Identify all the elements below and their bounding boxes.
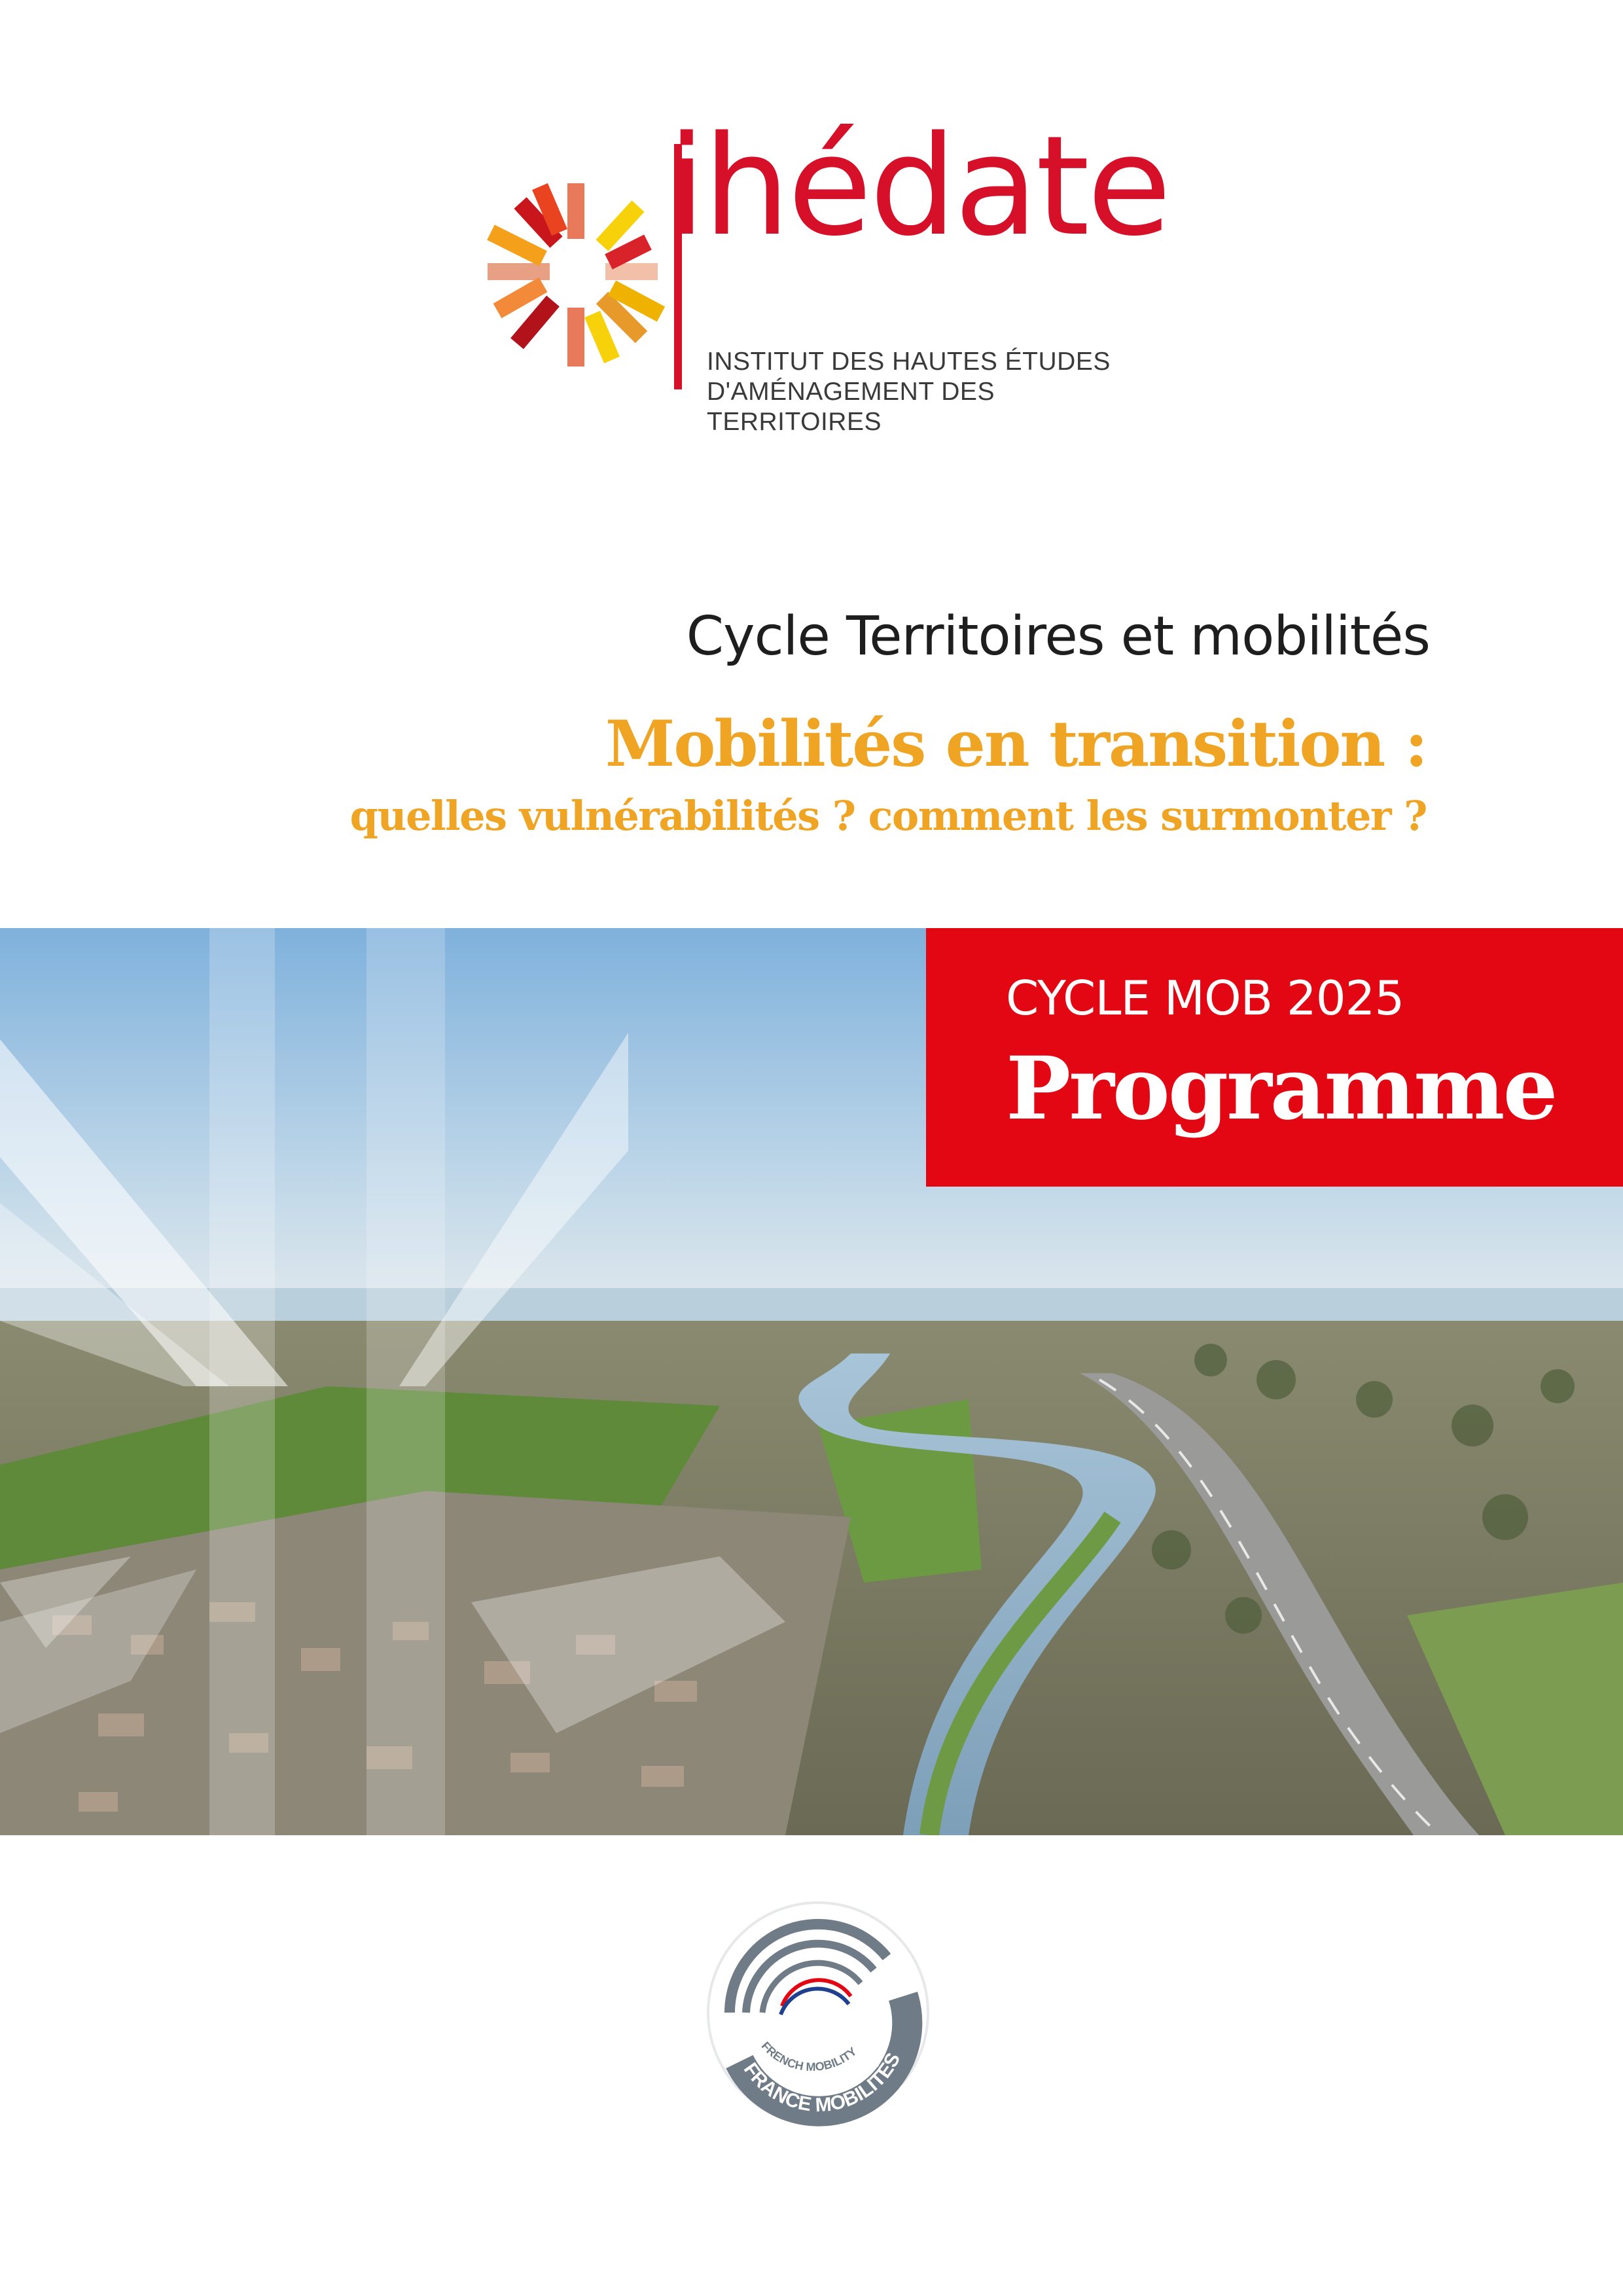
programme-box: [926, 928, 1623, 1187]
logo-tagline: [707, 347, 1145, 437]
logo-tagline-line-1: INSTITUT DES HAUTES ÉTUDES: [707, 348, 1111, 376]
badge-top-text: FRENCH MOBILITY: [758, 2039, 859, 2074]
subtitle: quelles vulnérabilités ? comment les surmonter ?: [349, 792, 1427, 840]
logo-tagline-line-2: D'AMÉNAGEMENT DES TERRITOIRES: [707, 378, 995, 436]
logo-wordmark: ihédate: [668, 106, 1169, 266]
sunburst-icon: [478, 170, 674, 432]
ihedate-logo: [478, 106, 1169, 436]
programme-kicker: CYCLE MOB 2025: [1006, 971, 1404, 1026]
cycle-title: Cycle Territoires et mobilités: [686, 605, 1430, 668]
main-title: Mobilités en transition :: [605, 707, 1427, 781]
france-mobilites-badge: [704, 1898, 933, 2127]
programme-title: Programme: [1006, 1038, 1556, 1139]
badge-bottom-text: FRANCE MOBILITÉS: [739, 2049, 905, 2117]
